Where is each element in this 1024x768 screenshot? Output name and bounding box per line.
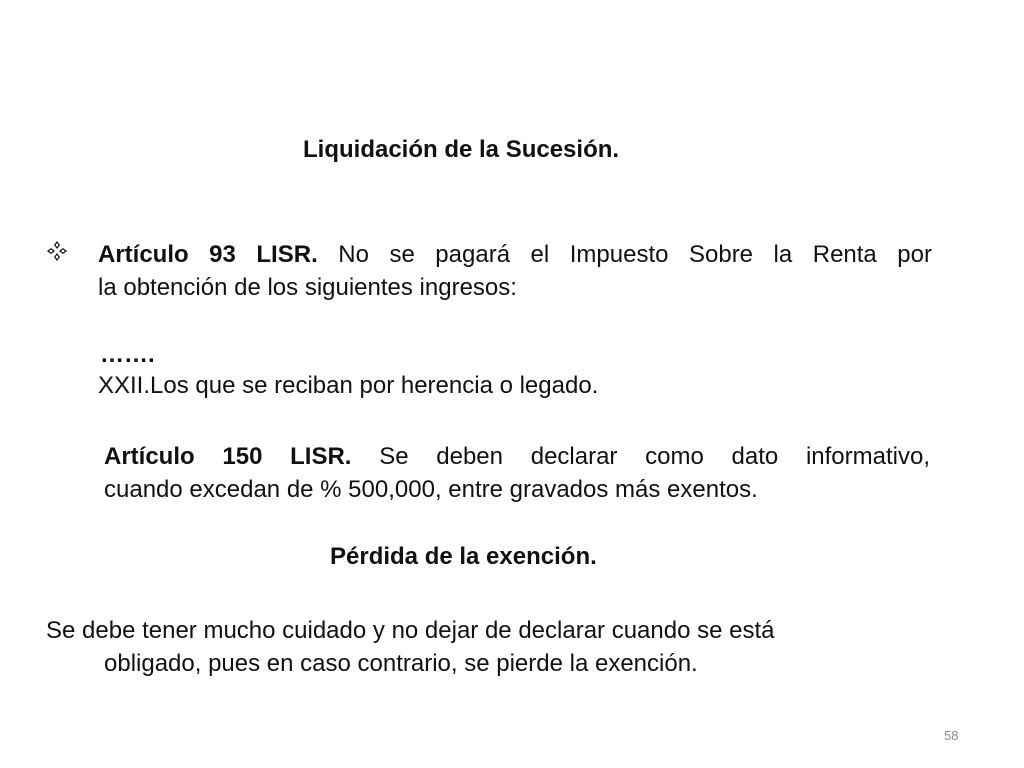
slide-title: Liquidación de la Sucesión. — [303, 136, 620, 163]
article-93-line-1-rest: No se pagará el Impuesto Sobre la Renta por — [317, 241, 932, 268]
article-150-line-2: cuando excedan de % 500,000, entre gravados más exentos. — [104, 476, 758, 503]
closing-text — [46, 614, 926, 680]
four-diamond-bullet-icon — [46, 240, 68, 262]
page-number: 58 — [944, 728, 959, 743]
article-150-line-1 — [104, 440, 930, 473]
ellipsis: ……. — [100, 341, 155, 368]
article-93-line-2: la obtención de los siguientes ingresos: — [98, 274, 517, 301]
article-93-heading: Artículo 93 LISR. — [98, 241, 318, 268]
slide-subtitle: Pérdida de la exención. — [330, 543, 597, 570]
fraction-xxii: XXII.Los que se reciban por herencia o legado. — [98, 372, 599, 399]
article-150-heading: Artículo 150 LISR. — [104, 443, 352, 470]
article-150-line-1-rest: Se deben declarar como dato informativo, — [351, 443, 931, 470]
closing-line-1: Se debe tener mucho cuidado y no dejar de declarar cuando se está — [46, 617, 775, 644]
article-150-text — [104, 440, 930, 506]
article-93-line-1 — [98, 238, 932, 271]
article-93-text — [98, 238, 932, 304]
closing-line-2: obligado, pues en caso contrario, se pierde la exención. — [104, 650, 698, 677]
